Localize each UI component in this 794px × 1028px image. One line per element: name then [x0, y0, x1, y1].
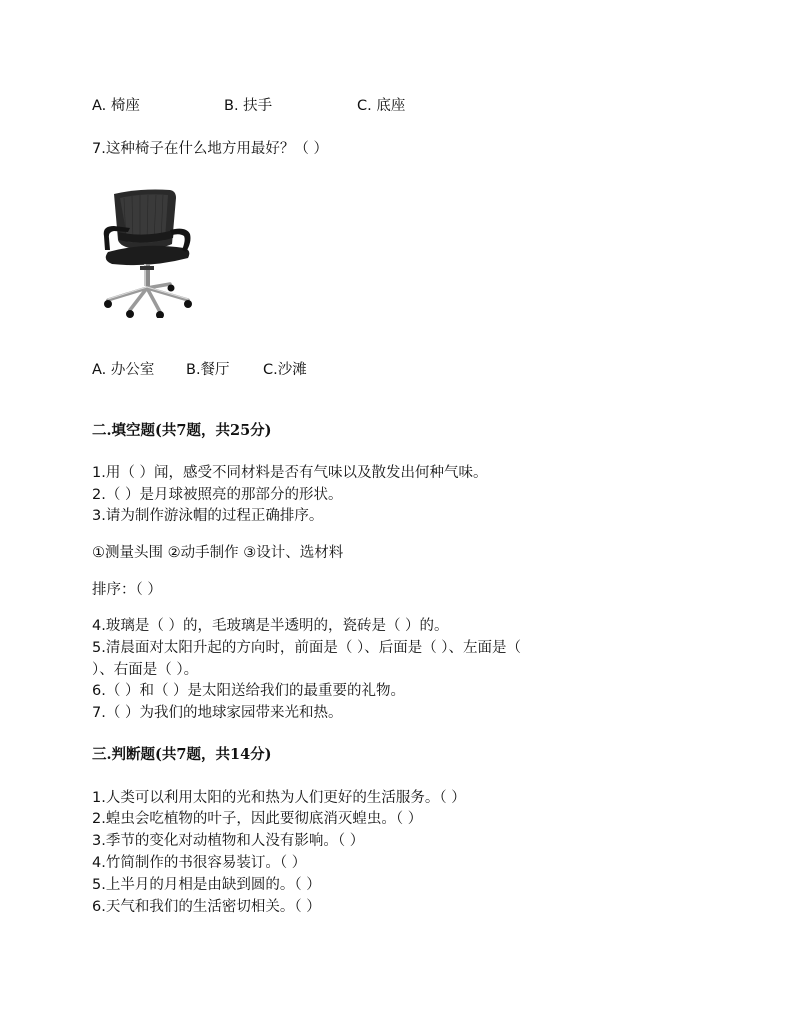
q6-option-b: B. 扶手 [224, 98, 273, 114]
q7-option-b: B.餐厅 [186, 362, 230, 378]
section2-title: 二.填空题(共7题，共25分) [92, 422, 272, 439]
section2-item-2: 2.（ ）是月球被照亮的那部分的形状。 [92, 487, 343, 503]
section2-item-6: 6.（ ）和（ ）是太阳送给我们的最重要的礼物。 [92, 683, 406, 699]
section3-item-2: 2.蝗虫会吃植物的叶子，因此要彻底消灭蝗虫。（ ） [92, 811, 423, 827]
q7-option-a: A. 办公室 [92, 362, 155, 378]
section3-item-5: 5.上半月的月相是由缺到圆的。（ ） [92, 877, 321, 893]
section2-item-3-order: 排序：（ ） [92, 582, 162, 598]
section3-title: 三.判断题(共7题，共14分) [92, 746, 272, 763]
office-chair-image [100, 186, 196, 318]
section2-item-7: 7.（ ）为我们的地球家园带来光和热。 [92, 705, 343, 721]
q7-question: 7.这种椅子在什么地方用最好？（ ） [92, 141, 328, 157]
section3-item-3: 3.季节的变化对动植物和人没有影响。（ ） [92, 833, 365, 849]
section3-item-6: 6.天气和我们的生活密切相关。（ ） [92, 899, 321, 915]
section2-item-5: 5.清晨面对太阳升起的方向时，前面是（ ）、后面是（ ）、左面是（ [92, 640, 522, 656]
q6-option-a: A. 椅座 [92, 98, 140, 114]
q6-option-c: C. 底座 [357, 98, 406, 114]
section2-item-3: 3.请为制作游泳帽的过程正确排序。 [92, 508, 324, 524]
section2-item-5-cont: ）、右面是（ ）。 [92, 662, 199, 678]
q7-option-c: C.沙滩 [263, 362, 307, 378]
section2-item-4: 4.玻璃是（ ）的，毛玻璃是半透明的，瓷砖是（ ）的。 [92, 618, 449, 634]
section3-item-1: 1.人类可以利用太阳的光和热为人们更好的生活服务。（ ） [92, 790, 466, 806]
section2-item-3-steps: ①测量头围 ②动手制作 ③设计、选材料 [92, 545, 344, 561]
section2-item-1: 1.用（ ）闻，感受不同材料是否有气味以及散发出何种气味。 [92, 465, 488, 481]
section3-item-4: 4.竹简制作的书很容易装订。（ ） [92, 855, 307, 871]
